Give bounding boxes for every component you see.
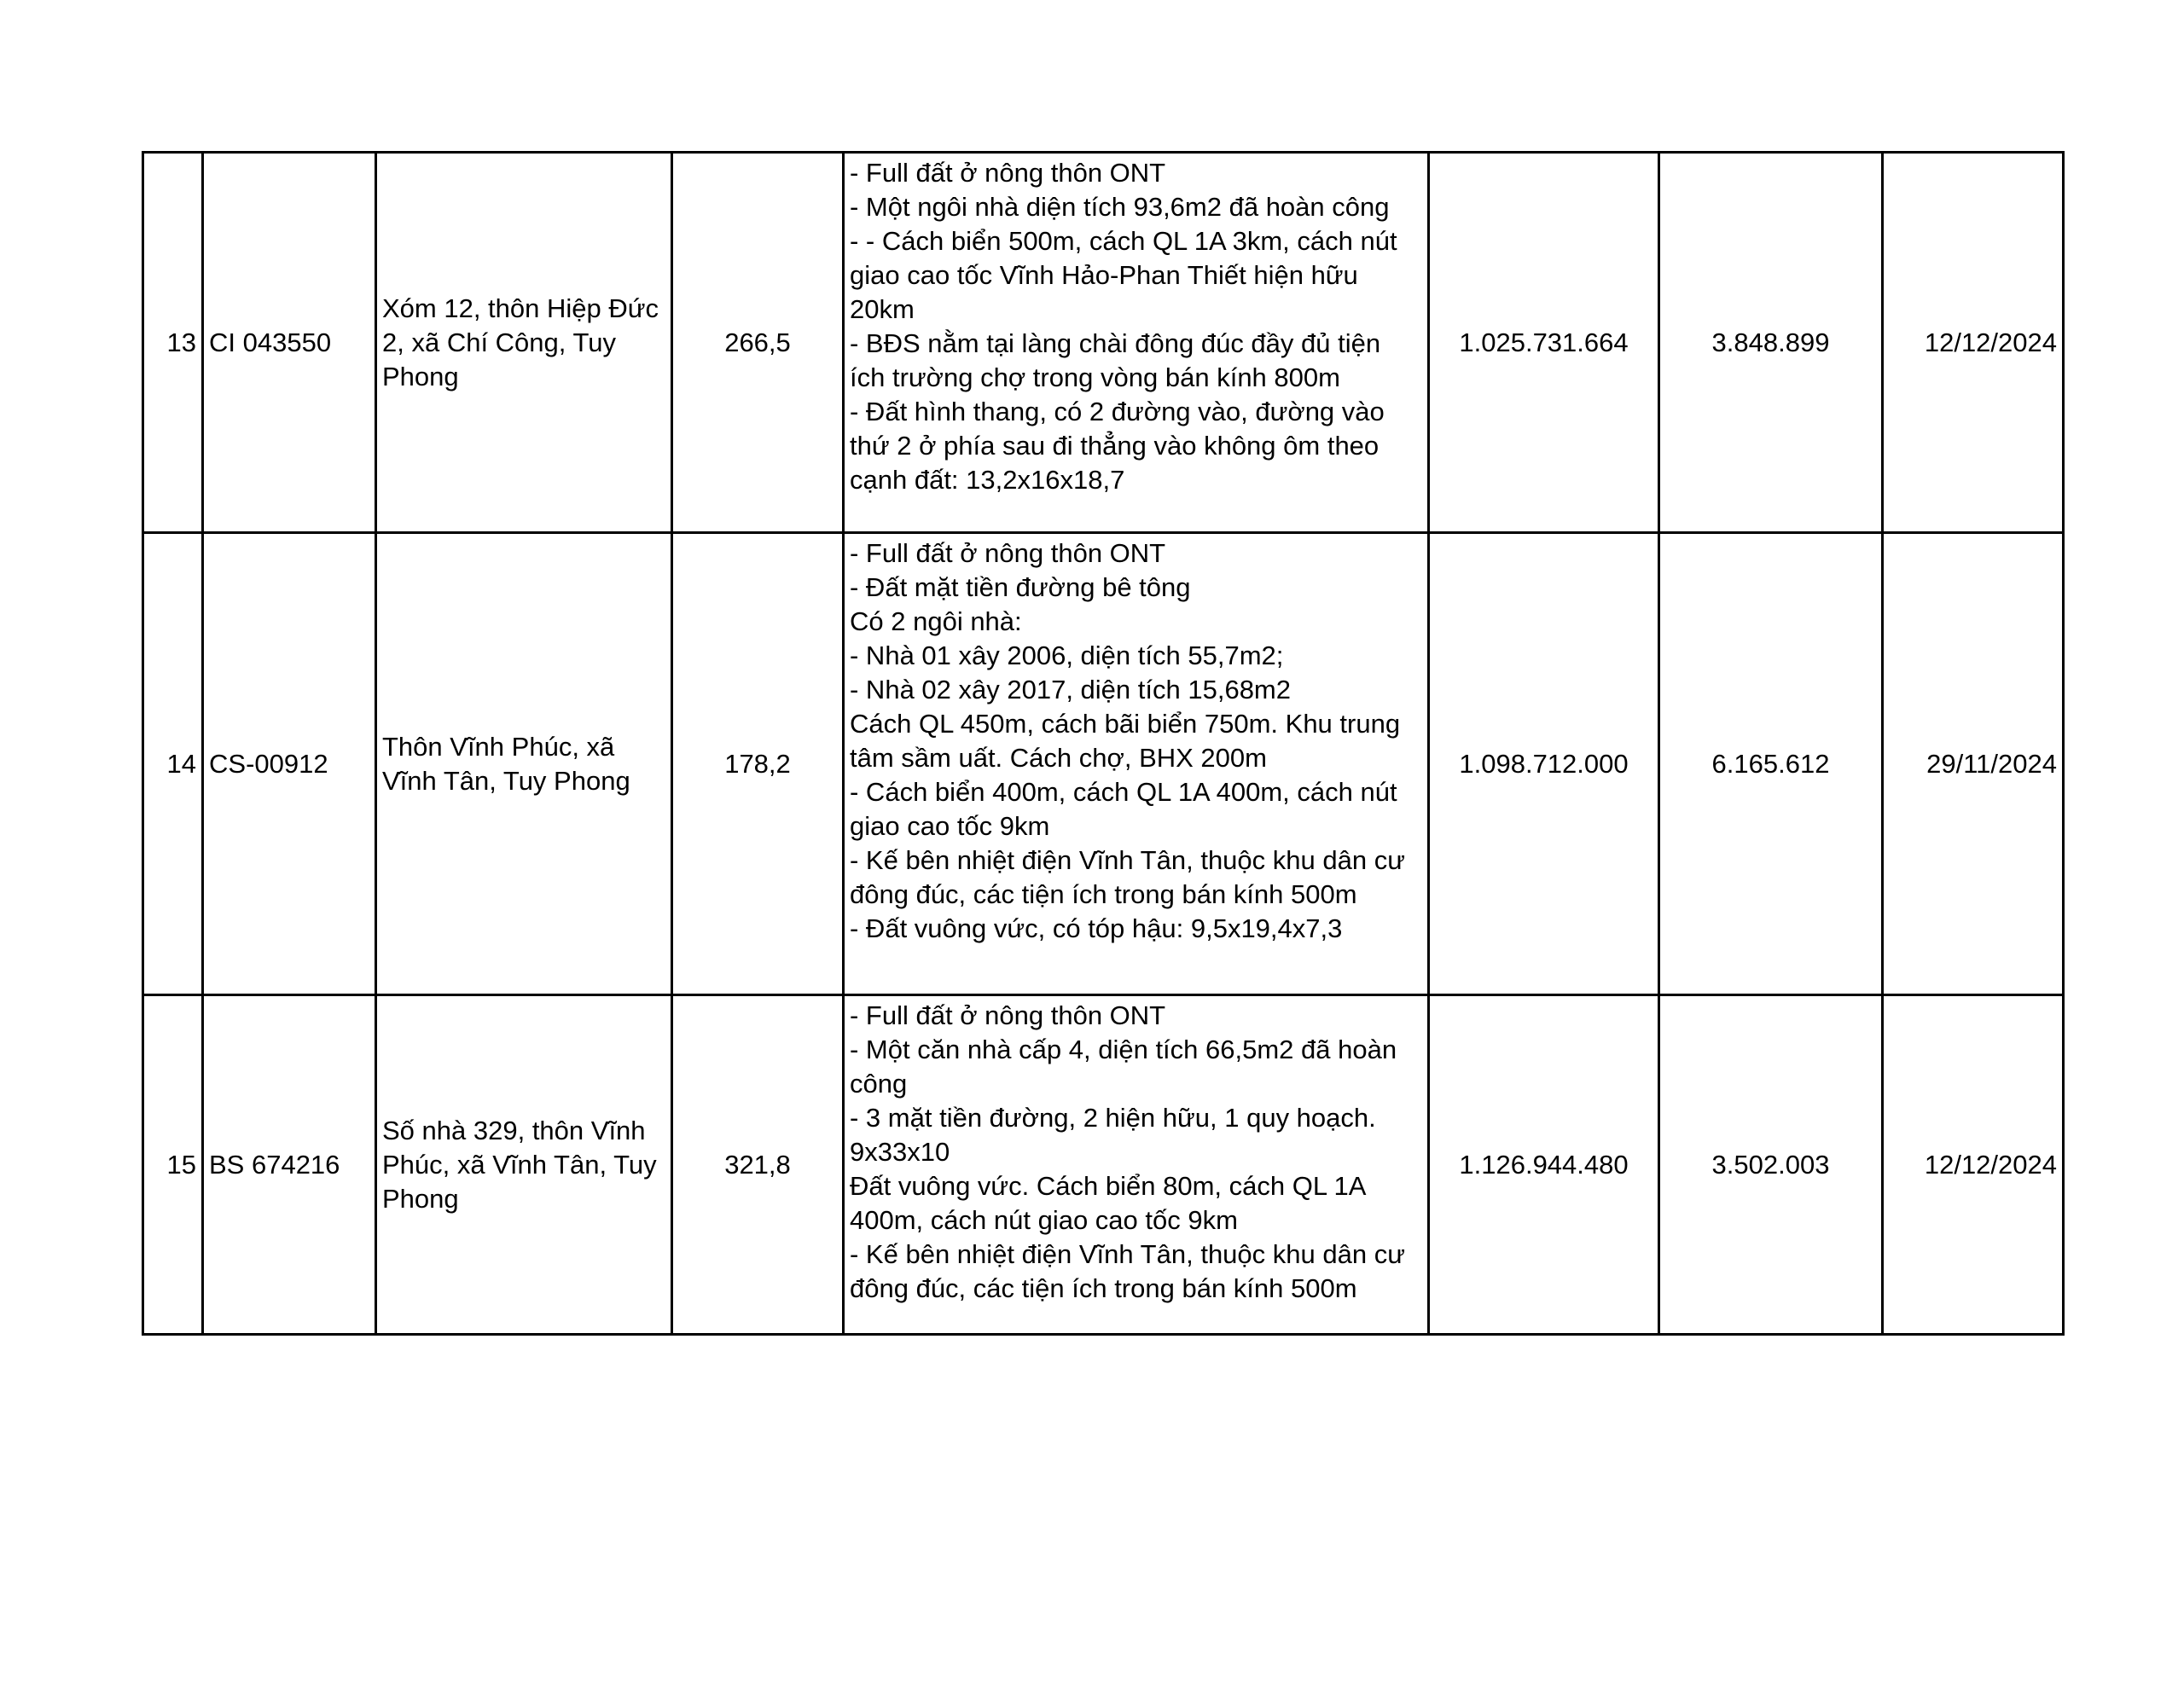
unit-price-cell: 6.165.612 [1659,533,1883,995]
description-line: - - Cách biển 500m, cách QL 1A 3km, cách nút giao cao tốc Vĩnh Hảo-Phan Thiết hiện hữu 20km [850,226,1397,324]
description-line: - Đất hình thang, có 2 đường vào, đường vào thứ 2 ở phía sau đi thẳng vào không ôm theo cạnh đất: 13,2x16x18,7 [850,397,1385,495]
date-cell: 29/11/2024 [1883,533,2064,995]
address-cell: Xóm 12, thôn Hiệp Đức 2, xã Chí Công, Tuy Phong [376,153,672,533]
price-cell: 1.126.944.480 [1429,995,1659,1335]
description-line: - Một căn nhà cấp 4, diện tích 66,5m2 đã hoàn công [850,1035,1397,1099]
area-cell: 178,2 [672,533,844,995]
description-line: Đất vuông vức. Cách biển 80m, cách QL 1A 400m, cách nút giao cao tốc 9km [850,1171,1365,1235]
unit-price-cell: 3.502.003 [1659,995,1883,1335]
certificate-code-cell: CI 043550 [203,153,376,533]
price-cell: 1.098.712.000 [1429,533,1659,995]
description-cell [844,153,1429,533]
certificate-code-cell: BS 674216 [203,995,376,1335]
description-line: Cách QL 450m, cách bãi biển 750m. Khu trung tâm sầm uất. Cách chợ, BHX 200m [850,709,1401,773]
certificate-code-cell: CS-00912 [203,533,376,995]
description-cell [844,533,1429,995]
row-number-cell: 14 [143,533,203,995]
price-cell: 1.025.731.664 [1429,153,1659,533]
description-line: - Cách biển 400m, cách QL 1A 400m, cách nút giao cao tốc 9km [850,777,1397,841]
date-cell: 12/12/2024 [1883,995,2064,1335]
area-cell: 321,8 [672,995,844,1335]
description-line: - Full đất ở nông thôn ONT [850,158,1166,188]
description-line: - Nhà 01 xây 2006, diện tích 55,7m2; [850,641,1284,670]
description-line: - Đất vuông vức, có tóp hậu: 9,5x19,4x7,3 [850,913,1343,943]
row-number-cell: 13 [143,153,203,533]
description-line: - 3 mặt tiền đường, 2 hiện hữu, 1 quy hoạch. 9x33x10 [850,1103,1376,1167]
date-cell: 12/12/2024 [1883,153,2064,533]
description-cell [844,995,1429,1335]
property-table [142,151,2065,1336]
description-line: - Full đất ở nông thôn ONT [850,538,1166,568]
description-line: - Kế bên nhiệt điện Vĩnh Tân, thuộc khu dân cư đông đúc, các tiện ích trong bán kính 500m [850,1239,1405,1303]
description-line: Có 2 ngôi nhà: [850,606,1022,636]
address-cell: Thôn Vĩnh Phúc, xã Vĩnh Tân, Tuy Phong [376,533,672,995]
row-number-cell: 15 [143,995,203,1335]
table-row [143,995,2064,1335]
description-line: - Kế bên nhiệt điện Vĩnh Tân, thuộc khu dân cư đông đúc, các tiện ích trong bán kính 500m [850,845,1405,909]
description-line: - Một ngôi nhà diện tích 93,6m2 đã hoàn công [850,192,1390,222]
unit-price-cell: 3.848.899 [1659,153,1883,533]
description-line: - Full đất ở nông thôn ONT [850,1000,1166,1030]
description-line: - Nhà 02 xây 2017, diện tích 15,68m2 [850,675,1291,704]
table-row [143,153,2064,533]
table-row [143,533,2064,995]
area-cell: 266,5 [672,153,844,533]
description-line: - Đất mặt tiền đường bê tông [850,572,1191,602]
address-cell: Số nhà 329, thôn Vĩnh Phúc, xã Vĩnh Tân, Tuy Phong [376,995,672,1335]
description-line: - BĐS nằm tại làng chài đông đúc đầy đủ tiện ích trường chợ trong vòng bán kính 800m [850,328,1381,392]
